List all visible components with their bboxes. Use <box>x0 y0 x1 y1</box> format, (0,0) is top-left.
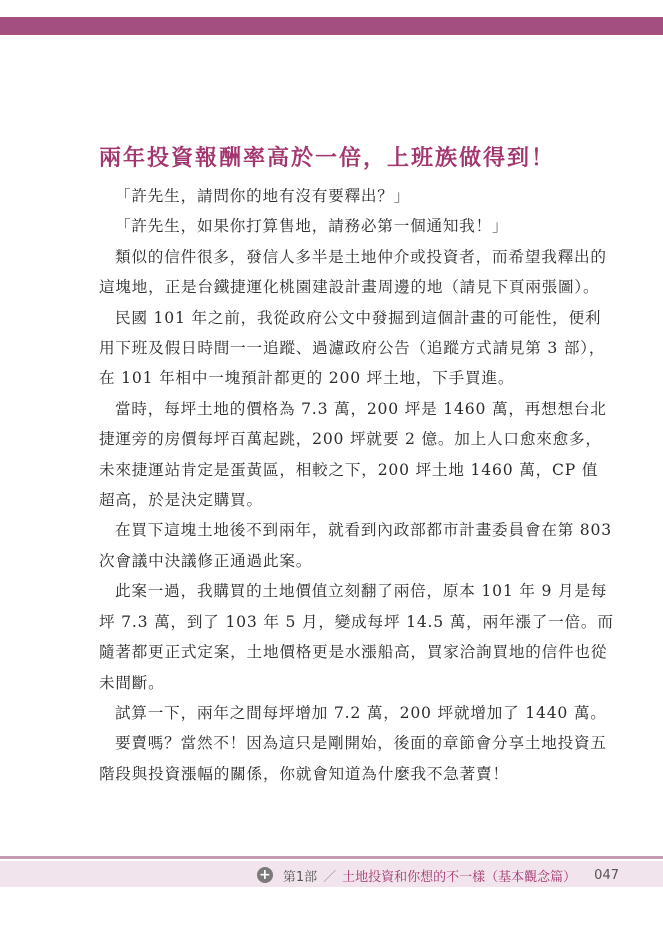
paragraph: 試算一下，兩年之間每坪增加 7.2 萬，200 坪就增加了 1440 萬。 <box>115 703 607 722</box>
paragraph: 在買下這塊土地後不到兩年，就看到內政部都市計畫委員會在第 803 次會議中決議修正通過此案。 <box>99 521 612 570</box>
paragraph: 類似的信件很多，發信人多半是土地仲介或投資者，而希望我釋出的這塊地，正是台鐵捷運化桃園建設計畫周邊的地（請見下頁兩張圖）。 <box>99 247 607 297</box>
section-heading: 兩年投資報酬率高於一倍，上班族做得到！ <box>99 146 556 171</box>
paragraph: 當時，每坪土地的價格為 7.3 萬，200 坪是 1460 萬，再想想台北捷運旁的房價每坪百萬起跳，200 坪就要 2 億。加上人口愈來愈多，未來捷運站肯定是蛋黃區，相較之下，200 坪土地 1460 萬，CP 值超高，於是決定購買。 <box>99 399 607 510</box>
page-number: 047 <box>594 867 619 883</box>
plus-circle-icon: + <box>257 867 273 883</box>
paragraph: 此案一過，我購買的土地價值立刻翻了兩倍，原本 101 年 9 月是每坪 7.3 萬，到了 103 年 5 月，變成每坪 14.5 萬，兩年漲了一倍。而隨著都更正式定案，土地價格更是水漲船高，買家洽詢買地的信件也從未間斷。 <box>99 582 614 692</box>
paragraph: 「許先生，請問你的地有沒有要釋出？」 <box>115 187 411 205</box>
footer-chapter-title: 土地投資和你想的不一樣（基本觀念篇） <box>342 869 577 885</box>
paragraph: 要賣嗎？當然不！因為這只是剛開始，後面的章節會分享土地投資五階段與投資漲幅的關係，你就會知道為什麼我不急著賣！ <box>99 734 607 783</box>
top-color-band <box>0 17 663 35</box>
footer-separator: ／ <box>323 869 337 885</box>
footer-part-label: 第1部 <box>282 869 318 885</box>
body-text <box>99 181 614 789</box>
running-footer <box>257 864 619 886</box>
paragraph: 「許先生，如果你打算售地，請務必第一個通知我！」 <box>115 217 509 236</box>
footer-divider <box>0 856 663 859</box>
paragraph: 民國 101 年之前，我從政府公文中發掘到這個計畫的可能性，便利用下班及假日時間一一追蹤、過濾政府公告（追蹤方式請見第 3 部），在 101 年相中一塊預計都更的 200 坪土地，下手買進。 <box>99 308 606 388</box>
